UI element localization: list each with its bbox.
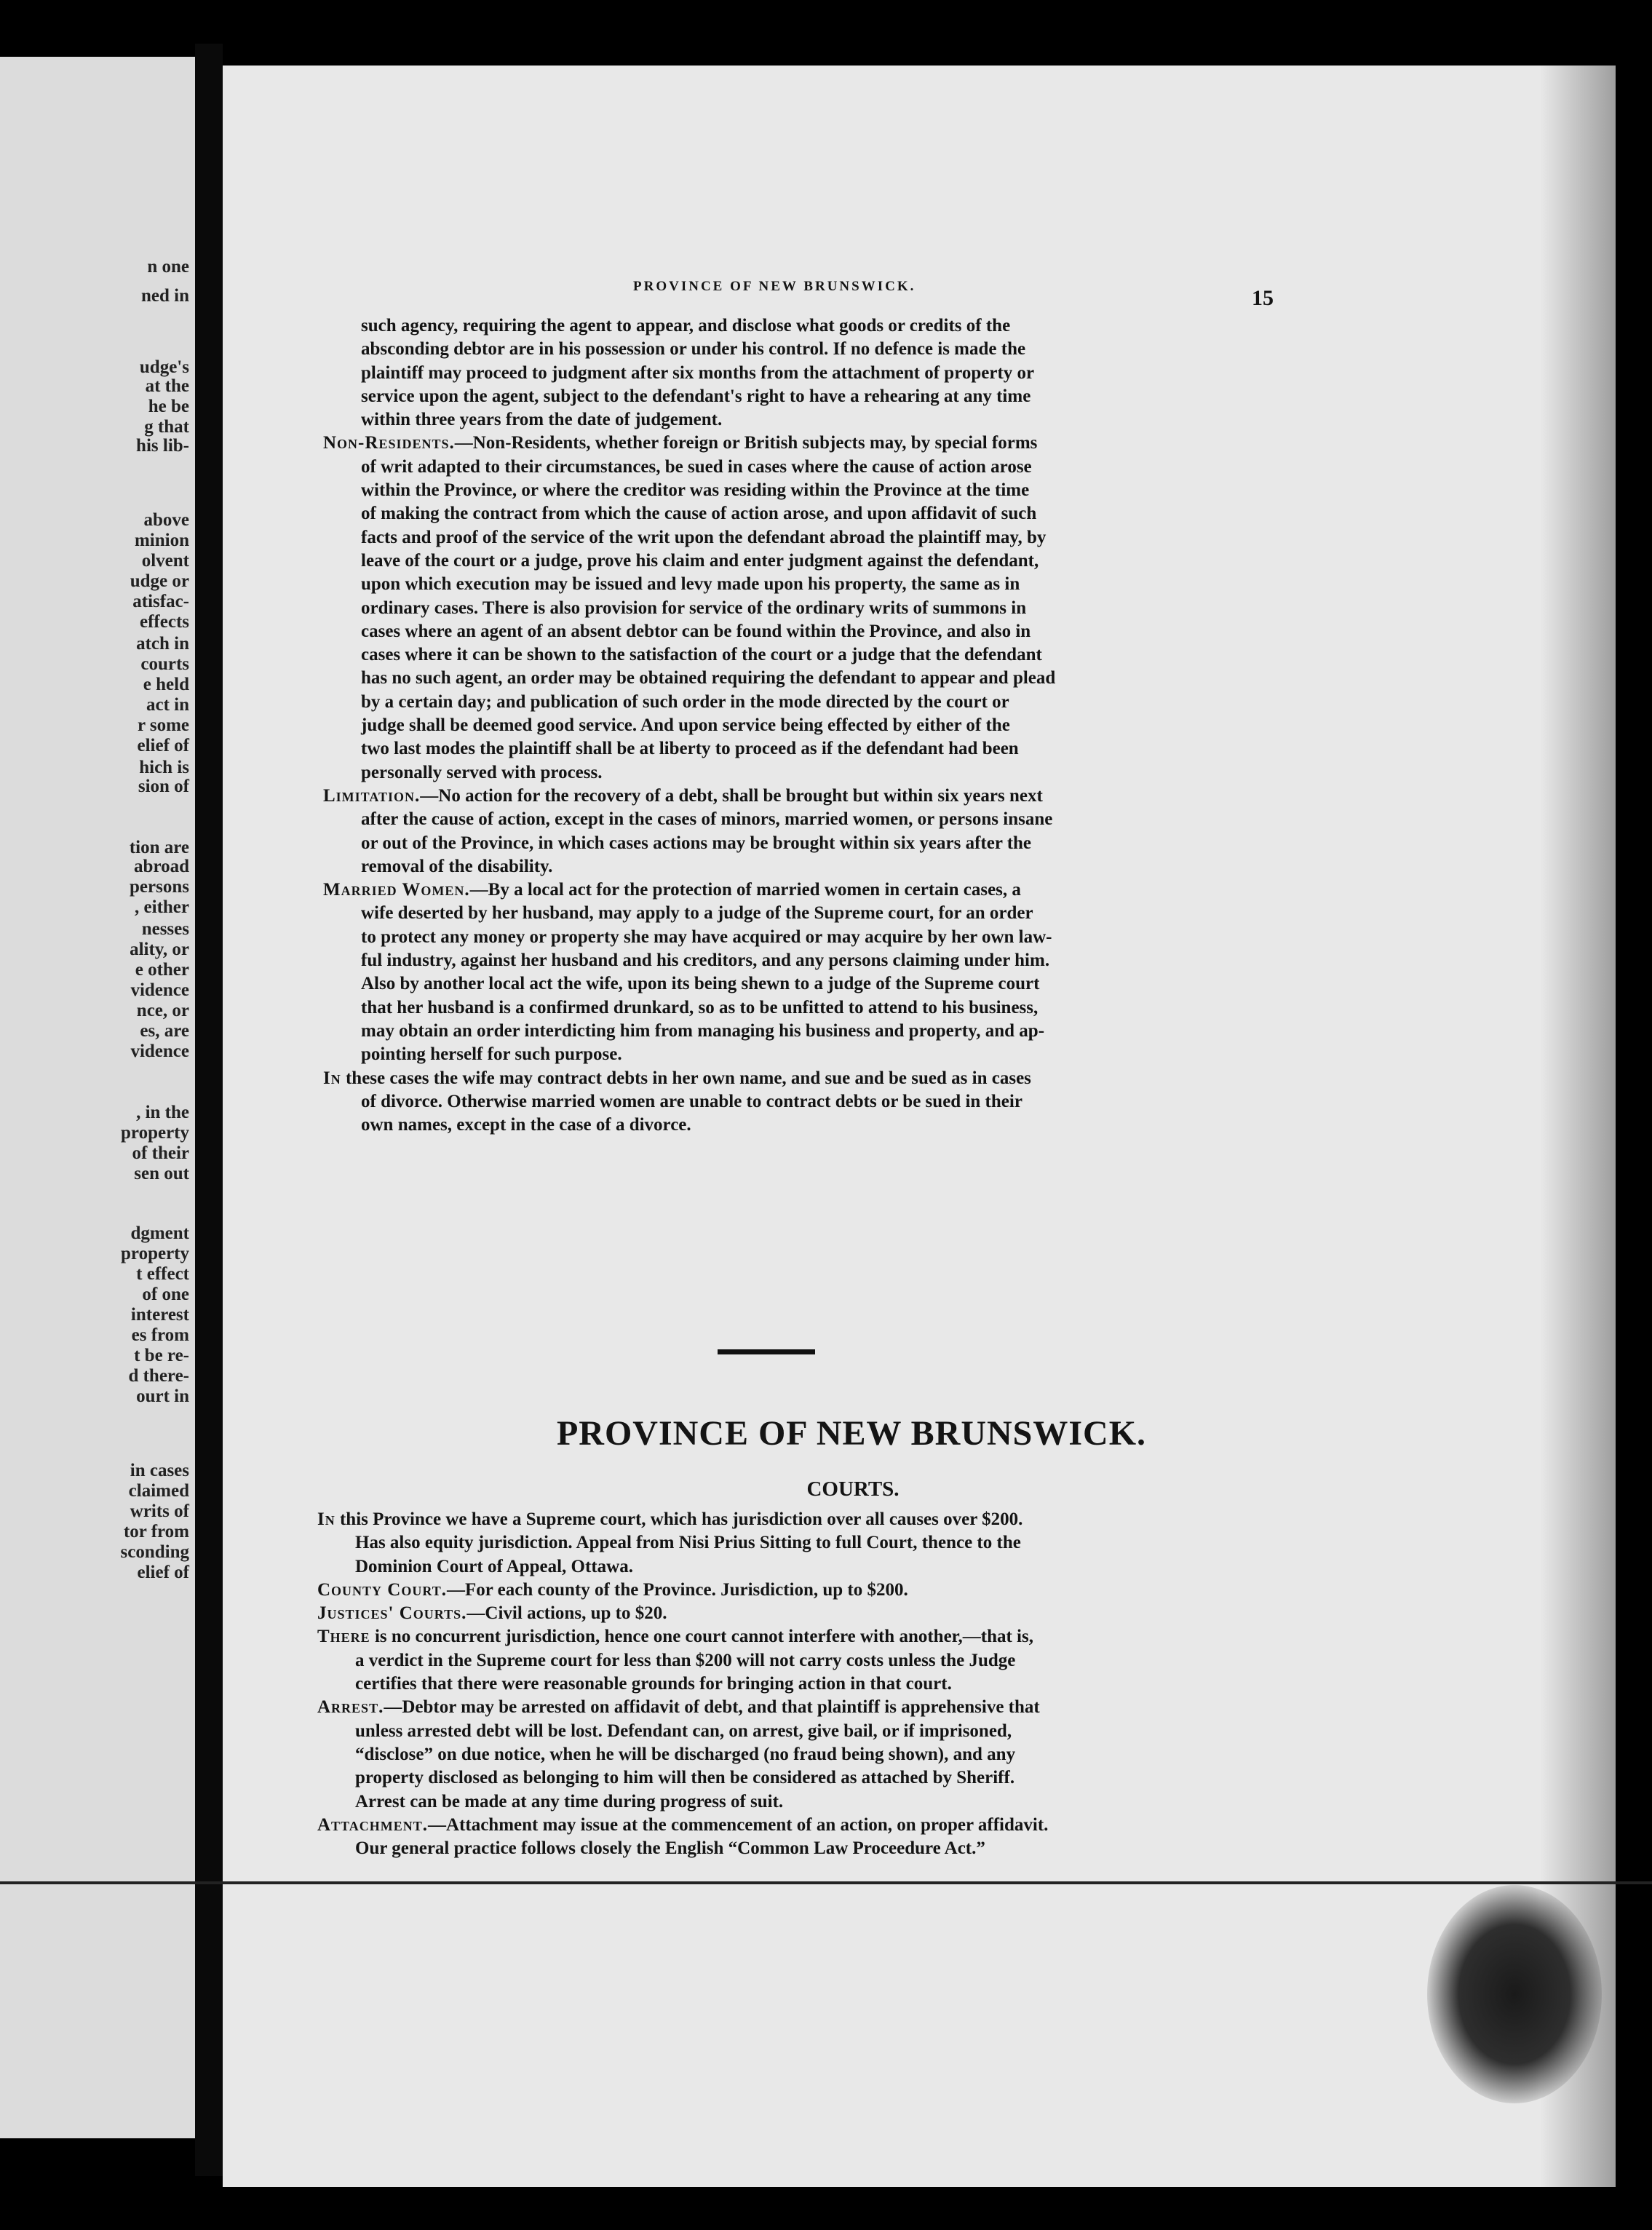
previous-page-fragment: writs of [130,1501,189,1521]
text-line [323,737,1284,761]
text-line [323,1043,1284,1066]
line-text: that her husband is a confirmed drunkard, so as to be unfitted to attend to his business, [361,997,1039,1017]
line-text: “disclose” on due notice, when he will be discharged (no fraud being shown), and any [355,1744,1016,1764]
previous-page-edge [0,57,195,2138]
text-line [323,667,1284,690]
running-head: PROVINCE OF NEW BRUNSWICK. [633,279,916,294]
page-number: 15 [1252,286,1274,310]
line-text: cases where an agent of an absent debtor can be found within the Province, and also in [361,621,1031,641]
text-line [323,620,1284,643]
ink-blot [1427,1885,1602,2103]
previous-page-fragment: tor from [123,1522,189,1541]
text-line [323,549,1284,573]
line-text: —Non-Residents, whether foreign or British subjects may, by special forms [454,433,1038,453]
paragraph [317,1508,1285,1579]
text-line [317,1743,1285,1766]
paragraph-lead: County Court. [317,1579,447,1600]
text-line [323,502,1284,525]
text-line [323,597,1284,620]
line-text: personally served with process. [361,762,603,782]
text-line [323,456,1284,479]
text-line [317,1766,1285,1790]
line-text: to protect any money or property she may have acquired or may acquire by her own law- [361,926,1052,947]
line-text: leave of the court or a judge, prove his claim and enter judgment against the defendant, [361,550,1039,571]
text-line [317,1790,1285,1814]
previous-page-fragment: nesses [141,919,189,939]
paragraph-lead: In [317,1509,335,1529]
text-line [317,1579,1285,1602]
paragraph [317,1814,1285,1861]
previous-page-fragment: vidence [130,1041,189,1061]
upper-text-block [323,314,1284,1137]
line-text: this Province we have a Supreme court, which has jurisdiction over all causes over $200. [335,1509,1023,1529]
previous-page-fragment: tion are [129,838,189,857]
previous-page-fragment: dgment [130,1223,189,1243]
previous-page-fragment: hich is [139,758,189,777]
previous-page-fragment: ourt in [136,1386,189,1406]
text-line [323,1090,1284,1114]
paragraph-lead: Attachment. [317,1814,428,1835]
text-line [317,1555,1285,1579]
line-text: Also by another local act the wife, upon its being shewn to a judge of the Supreme court [361,974,1040,994]
text-line [317,1531,1285,1555]
text-line [323,362,1284,385]
line-text: ordinary cases. There is also provision for service of the ordinary writs of summons in [361,598,1027,618]
line-text: these cases the wife may contract debts in her own name, and sue and be sued as in cases [341,1068,1031,1088]
paragraph-lead: In [323,1068,341,1088]
line-text: —Debtor may be arrested on affidavit of debt, and that plaintiff is apprehensive that [384,1697,1040,1718]
line-text: —By a local act for the protection of married women in certain cases, a [469,880,1021,900]
line-text: within three years from the date of judgement. [361,410,723,430]
text-line [323,385,1284,408]
previous-page-fragment: r some [137,715,189,735]
text-line [317,1508,1285,1531]
line-text: of divorce. Otherwise married women are unable to contract debts or be sued in their [361,1091,1022,1111]
previous-page-fragment: d there- [128,1366,189,1386]
line-text: service upon the agent, subject to the defendant's right to have a rehearing at any time [361,386,1031,406]
paragraph-lead: There [317,1627,370,1647]
previous-page-fragment: atch in [136,634,189,654]
line-text: —For each county of the Province. Jurisdiction, up to $200. [446,1579,908,1600]
previous-page-fragment: his lib- [136,436,189,456]
text-line [323,926,1284,949]
previous-page-fragment: persons [130,877,189,897]
previous-page-fragment: , in the [136,1103,189,1122]
previous-page-fragment: above [143,510,189,530]
text-line [317,1696,1285,1719]
text-line [323,855,1284,878]
line-text: Our general practice follows closely the English “Common Law Proceedure Act.” [355,1838,985,1859]
line-text: property disclosed as belonging to him will then be considered as attached by Sheriff. [355,1768,1015,1788]
paragraph-lead: Limitation. [323,785,421,806]
previous-page-fragment: n one [147,257,189,277]
paragraph [323,314,1284,432]
line-text: is no concurrent jurisdiction, hence one court cannot interfere with another,—that is, [370,1627,1033,1647]
previous-page-fragment: act in [146,695,189,715]
previous-page-fragment: courts [140,654,189,674]
previous-page-fragment: , either [135,897,189,917]
line-text: after the cause of action, except in the cases of minors, married women, or persons insane [361,809,1053,830]
text-line [323,761,1284,785]
line-text: plaintiff may proceed to judgment after six months from the attachment of property or [361,362,1035,383]
line-text: own names, except in the case of a divorce. [361,1115,691,1135]
text-line [323,1114,1284,1137]
line-text: facts and proof of the service of the writ upon the defendant abroad the plaintiff may, by [361,527,1047,547]
paragraph [317,1625,1285,1696]
line-text: wife deserted by her husband, may apply to a judge of the Supreme court, for an order [361,903,1033,924]
previous-page-fragment: elief of [137,736,189,755]
previous-page-fragment: vidence [130,980,189,1000]
text-line [323,902,1284,925]
previous-page-fragment: sen out [134,1164,189,1183]
previous-page-fragment: property [121,1244,189,1263]
text-line [323,832,1284,855]
previous-page-fragment: sconding [120,1542,189,1562]
line-text: cases where it can be shown to the satisfaction of the court or a judge that the defendant [361,645,1042,665]
text-line [323,878,1284,902]
text-line [317,1649,1285,1672]
previous-page-fragment: g that [144,417,189,437]
scan-rule-line [0,1881,1652,1884]
line-text: two last modes the plaintiff shall be at liberty to proceed as if the defendant had been [361,739,1019,759]
line-text: has no such agent, an order may be obtained requiring the defendant to appear and plead [361,668,1056,689]
previous-page-fragment: sion of [138,777,189,796]
line-text: unless arrested debt will be lost. Defendant can, on arrest, give bail, or if imprisoned, [355,1721,1012,1741]
previous-page-fragment: udge's [139,357,189,377]
line-text: —No action for the recovery of a debt, shall be brought but within six years next [420,785,1043,806]
previous-page-fragment: t effect [136,1264,189,1284]
line-text: within the Province, or where the creditor was residing within the Province at the time [361,480,1030,501]
text-line [323,338,1284,361]
line-text: —Attachment may issue at the commencement of an action, on proper affidavit. [427,1814,1049,1835]
section-divider [718,1349,815,1354]
previous-page-fragment: minion [134,531,189,550]
line-text: by a certain day; and publication of such order in the mode directed by the court or [361,691,1009,712]
section-title: PROVINCE OF NEW BRUNSWICK. [556,1414,1147,1453]
text-line [317,1672,1285,1696]
line-text: upon which execution may be issued and levy made upon his property, the same as in [361,574,1020,595]
text-line [323,1067,1284,1090]
previous-page-fragment: claimed [128,1481,189,1501]
previous-page-fragment: he be [148,397,189,416]
paragraph-lead: Arrest. [317,1697,384,1718]
text-line [323,432,1284,455]
previous-page-fragment: of one [142,1285,189,1304]
paragraph-lead: Non-Residents. [323,433,455,453]
previous-page-fragment: at the [145,376,189,396]
line-text: a verdict in the Supreme court for less than $200 will not carry costs unless the Judge [355,1650,1016,1670]
courts-heading: COURTS. [806,1477,900,1501]
text-line [317,1720,1285,1743]
previous-page-fragment: olvent [141,551,189,571]
text-line [323,949,1284,972]
paragraph [323,785,1284,878]
previous-page-fragment: e held [143,675,189,694]
previous-page-fragment: elief of [137,1563,189,1582]
previous-page-fragment: nce, or [136,1001,189,1020]
paragraph-lead: Married Women. [323,880,470,900]
line-text: of making the contract from which the cause of action arose, and upon affidavit of such [361,504,1037,524]
line-text: ful industry, against her husband and his creditors, and any persons claiming under him. [361,951,1050,971]
previous-page-fragment: e other [135,960,189,980]
previous-page-fragment: effects [140,612,189,632]
text-line [323,643,1284,667]
binding-gutter [195,44,223,2176]
line-text: may obtain an order interdicting him from managing his business and property, and ap- [361,1020,1045,1041]
previous-page-fragment: udge or [130,571,189,591]
text-line [323,526,1284,549]
text-line [323,691,1284,714]
line-text: certifies that there were reasonable grounds for bringing action in that court. [355,1674,952,1694]
line-text: such agency, requiring the agent to appear, and disclose what goods or credits of the [361,316,1011,336]
text-line [323,972,1284,996]
paragraph [317,1579,1285,1602]
previous-page-fragment: ned in [140,286,189,306]
line-text: Dominion Court of Appeal, Ottawa. [355,1556,633,1576]
line-text: removal of the disability. [361,856,553,876]
paragraph [317,1696,1285,1813]
paragraph-lead: Justices' Courts. [317,1603,467,1624]
previous-page-fragment: es, are [140,1021,189,1041]
courts-text-block [317,1508,1285,1860]
text-line [323,408,1284,432]
text-line [323,714,1284,737]
text-line [323,479,1284,502]
previous-page-fragment: t be re- [134,1346,189,1365]
text-line [323,808,1284,831]
previous-page-fragment: interest [130,1305,189,1325]
previous-page-fragment: ality, or [130,940,189,959]
previous-page-fragment: in cases [130,1461,189,1480]
line-text: or out of the Province, in which cases actions may be brought within six years after the [361,833,1032,853]
paragraph [323,432,1284,784]
text-line [317,1837,1285,1860]
text-line [323,785,1284,808]
paragraph [317,1602,1285,1625]
text-line [323,314,1284,338]
text-line [317,1814,1285,1837]
paragraph [323,878,1284,1066]
line-text: pointing herself for such purpose. [361,1044,622,1065]
text-line [323,996,1284,1020]
text-line [323,1020,1284,1043]
previous-page-fragment: atisfac- [132,592,189,611]
paragraph [323,1067,1284,1138]
text-line [323,573,1284,596]
line-text: Has also equity jurisdiction. Appeal from Nisi Prius Sitting to full Court, thence to the [355,1533,1021,1553]
line-text: —Civil actions, up to $20. [466,1603,667,1624]
text-line [317,1625,1285,1648]
text-line [317,1602,1285,1625]
previous-page-fragment: abroad [134,857,189,876]
line-text: absconding debtor are in his possession or under his control. If no defence is made the [361,339,1026,360]
line-text: of writ adapted to their circumstances, be sued in cases where the cause of action arose [361,456,1032,477]
previous-page-fragment: es from [131,1325,189,1345]
line-text: Arrest can be made at any time during progress of suit. [355,1791,784,1812]
edge-shadow [1540,66,1616,2187]
previous-page-fragment: property [121,1123,189,1143]
line-text: judge shall be deemed good service. And upon service being effected by either of the [361,715,1010,736]
previous-page-fragment: of their [132,1143,189,1163]
